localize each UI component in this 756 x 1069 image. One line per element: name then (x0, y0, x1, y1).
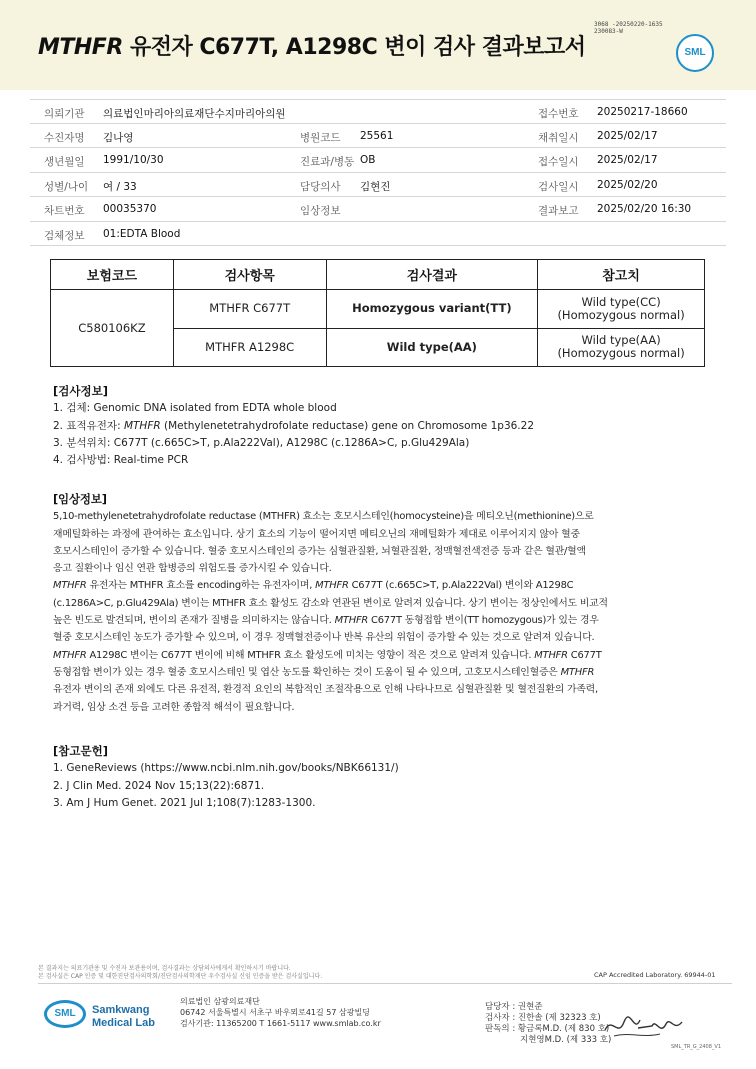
signature-icon (600, 1008, 690, 1044)
form-code: SML_TR_G_2408_V1 (671, 1044, 722, 1050)
insurance-code: C580106KZ (51, 290, 174, 367)
test-result: Homozygous variant(TT) (326, 290, 538, 329)
column-header-insurance-code: 보험코드 (51, 260, 174, 290)
section-heading: [참고문헌] (53, 744, 108, 758)
lab-logo-text: Samkwang Medical Lab (92, 1004, 155, 1029)
cap-accreditation: CAP Accredited Laboratory. 69944-01 (594, 971, 716, 979)
test-item: MTHFR C677T (173, 290, 326, 329)
section-heading: [검사정보] (53, 384, 108, 398)
column-header-test-item: 검사항목 (173, 260, 326, 290)
info-row: 수진자명 김나영 병원코드 25561 채취일시 2025/02/17 (30, 124, 726, 149)
column-header-result: 검사결과 (326, 260, 538, 290)
test-result: Wild type(AA) (326, 328, 538, 367)
footer-disclaimer: 본 결과지는 의료기관용 및 수진자 보관용이며, 검사결과는 상담의사에게서 확인하시기 바랍니다. 본 검사실은 CAP 인증 및 대한진단검사의학회/진단검사의학재단 우수검사실 신임 인증을 받은 검사실입니다. (38, 965, 323, 980)
signers-list: 담당자 : 권현준 검사자 : 진한솔 (제 32323 호) 판독의 : 황금록M.D. (제 830 호) 지현영M.D. (제 333 호) (485, 1002, 612, 1045)
table-row (51, 290, 705, 329)
sml-logo-icon: SML (44, 1000, 86, 1028)
document-code: 3068 -20250220-1635 230083-W (594, 21, 663, 35)
table-header-row (51, 260, 705, 290)
section-heading: [임상정보] (53, 492, 107, 506)
info-row: 성별/나이 여 / 33 담당의사 김현진 검사일시 2025/02/20 (30, 173, 726, 198)
footer-divider (38, 983, 732, 984)
column-header-reference: 참고치 (538, 260, 705, 290)
test-info-section: [검사정보] 1. 검체: Genomic DNA isolated from EDTA whole blood 2. 표적유전자: MTHFR (Methylenetetrahydrofolate reductase) gene on Chromosome 1p36.22 3. 분석위치: C677T (c.665C>T, p.Ala222Val), A1298C (c.1286A>C, p.Glu429Ala) 4. 검사방법: Real-time PCR (53, 383, 713, 469)
info-row: 검체정보 01:EDTA Blood (30, 222, 726, 247)
organization-address: 의료법인 삼광의료재단 06742 서울특별시 서초구 바우뫼로41길 57 삼광빌딩 검사기관: 11365200 T 1661-5117 www.smlab.co.kr (180, 997, 381, 1028)
patient-info-table (30, 99, 726, 246)
test-item: MTHFR A1298C (173, 328, 326, 367)
clinical-info-section: [임상정보] 5,10-methylenetetrahydrofolate reductase (MTHFR) 효소는 호모시스테인(homocysteine)을 메티오닌(methionine)으로 재메틸화하는 과정에 관여하는 효소입니다. 상기 효소의 기능이 떨어지면 메티오닌의 재메틸화가 제대로 이루어지지 않아 혈중 호모시스테인이 증가할 수 있습니다. 혈중 호모시스테인의 증가는 심혈관질환, 뇌혈관질환, 정맥혈전색전증 등과 같은 혈관/혈액 응고 질환이나 임신 연관 합병증의 위험도를 증가시킬 수 있습니다. MTHFR 유전자는 MTHFR 효소를 encoding하는 유전자이며, MTHFR C677T (c.665C>T, p.Ala222Val) 변이와 A1298C (c.1286A>C, p.Glu429Ala) 변이는 MTHFR 효소 활성도 감소와 연관된 변이로 알려져 있습니다. 상기 변이는 정상인에서도 비교적 높은 빈도로 발견되며, 변이의 존재가 질병을 의미하지는 않습니다. MTHFR C677T 동형접합 변이(TT homozygous)가 있는 경우 혈중 호모시스테인 농도가 증가할 수 있으며, 이 경우 정맥혈전증이나 반복 유산의 위험이 증가할 수 있는 것으로 알려져 있습니다. MTHFR A1298C 변이는 C677T 변이에 비해 MTHFR 효소 활성도에 미치는 영향이 적은 것으로 알려져 있습니다. MTHFR C677T 동형접합 변이가 있는 경우 혈중 호모시스테인 및 엽산 농도를 확인하는 것이 도움이 될 수 있으며, 고호모시스테인혈증은 MTHFR 유전자 변이의 존재 외에도 다른 유전적, 환경적 요인의 복합적인 조절작용으로 인해 나타나므로 심혈관질환 및 혈전질환의 가족력, 과거력, 임상 소견 등을 고려한 종합적 해석이 필요합니다. (53, 491, 713, 716)
report-title: MTHFR 유전자 C677T, A1298C 변이 검사 결과보고서 (38, 35, 586, 60)
info-row: 의뢰기관 의료법인마리아의료재단수지마리아의원 접수번호 20250217-18660 (30, 99, 726, 124)
references-section: [참고문헌] 1. GeneReviews (https://www.ncbi.nlm.nih.gov/books/NBK66131/) 2. J Clin Med. 2024 Nov 15;13(22):6871. 3. Am J Hum Genet. 2021 Jul 1;108(7):1283-1300. (53, 743, 713, 812)
reference-value: Wild type(CC) (Homozygous normal) (538, 290, 705, 329)
info-row: 차트번호 00035370 임상정보 결과보고 2025/02/20 16:30 (30, 197, 726, 222)
result-table (50, 259, 705, 367)
info-row: 생년월일 1991/10/30 진료과/병동 OB 접수일시 2025/02/17 (30, 148, 726, 173)
sml-logo-badge: SML (676, 34, 714, 72)
reference-value: Wild type(AA) (Homozygous normal) (538, 328, 705, 367)
